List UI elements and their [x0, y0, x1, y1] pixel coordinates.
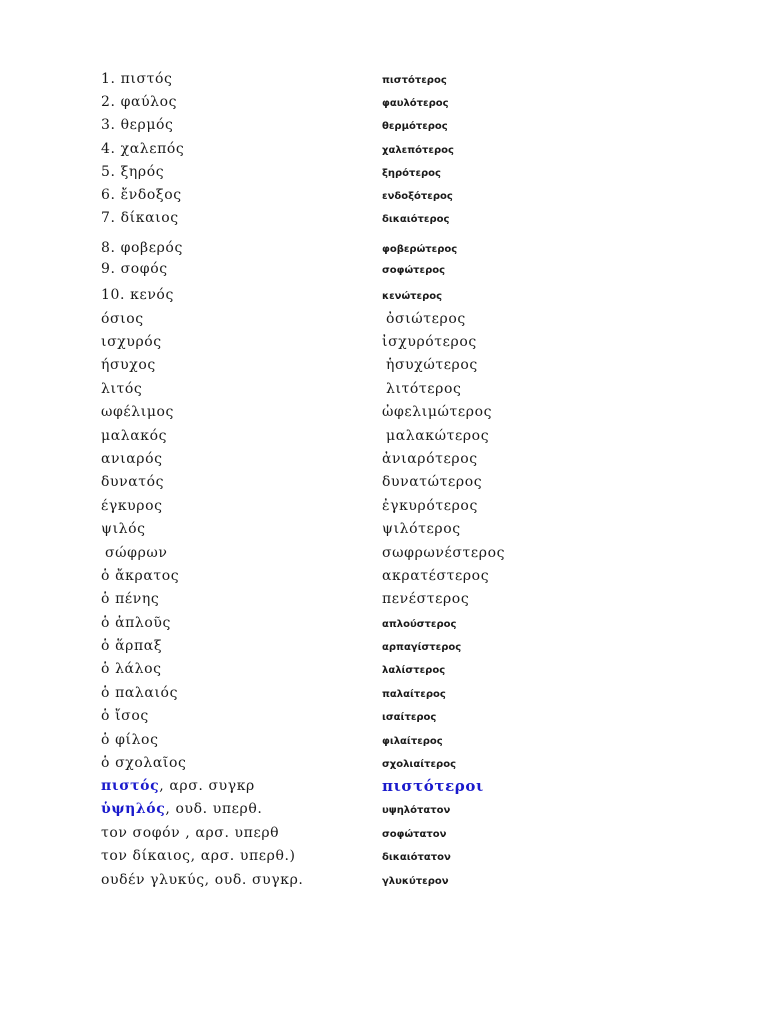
list-item: [0, 185, 768, 207]
comparative-form: ξηρότερος: [382, 168, 441, 179]
comparative-form: δικαιότερος: [382, 214, 450, 225]
list-item: [0, 309, 768, 331]
list-item: [0, 683, 768, 705]
positive-form: ωφέλιμος: [101, 404, 175, 420]
comparative-form: πιστότεροι: [382, 777, 484, 795]
positive-form: ὁ πένης: [101, 591, 160, 607]
positive-form: ήσυχος: [101, 357, 156, 373]
list-item: [0, 162, 768, 184]
example-phrase: τον σοφόν , αρσ. υπερθ: [101, 825, 280, 841]
list-item: [0, 379, 768, 401]
list-item: [0, 472, 768, 494]
list-item: [0, 238, 768, 260]
positive-form: ὁ ἄκρατος: [101, 568, 180, 584]
superlative-form: υψηλότατον: [382, 805, 451, 816]
positive-form: όσιος: [101, 311, 144, 327]
positive-form: 5. ξηρός: [101, 164, 165, 180]
positive-form: 4. χαλεπός: [101, 141, 185, 157]
list-item: [0, 753, 768, 775]
positive-form: ψιλός: [101, 521, 146, 537]
list-item: [0, 846, 768, 868]
comparative-form: πιστότερος: [382, 75, 447, 86]
comparative-form: σωφρωνέστερος: [382, 545, 506, 561]
example-phrase: [101, 776, 255, 796]
list-item: [0, 519, 768, 541]
positive-form: 9. σοφός: [101, 261, 168, 277]
comparative-form: κενώτερος: [382, 291, 443, 302]
comparative-form: θερμότερος: [382, 121, 448, 132]
comparative-form: ἀνιαρότερος: [382, 451, 478, 467]
example-phrase: τον δίκαιος, αρσ. υπερθ.): [101, 848, 296, 864]
list-item: [0, 706, 768, 728]
superlative-form: σοφώτατον: [382, 829, 447, 840]
comparative-form: πενέστερος: [382, 591, 470, 607]
list-item: [0, 659, 768, 681]
list-item: [0, 543, 768, 565]
positive-form: έγκυρος: [101, 498, 163, 514]
positive-form: 2. φαύλος: [101, 94, 178, 110]
list-item: [0, 69, 768, 91]
highlighted-word: ὑψηλός: [101, 801, 166, 817]
positive-form: μαλακός: [101, 428, 168, 444]
list-item: [0, 613, 768, 635]
list-item: [0, 426, 768, 448]
positive-form: ὁ φίλος: [101, 732, 159, 748]
comparative-form: σχολιαίτερος: [382, 759, 457, 770]
comparative-form: λιτότερος: [386, 381, 462, 397]
list-item: [0, 115, 768, 137]
comparative-form: ψιλότερος: [382, 521, 461, 537]
list-item: [0, 92, 768, 114]
comparative-form: δυνατώτερος: [382, 474, 483, 490]
positive-form: ὁ παλαιός: [101, 685, 179, 701]
grammar-note: , ουδ. υπερθ.: [165, 801, 263, 817]
positive-form: 3. θερμός: [101, 117, 174, 133]
comparative-form: ακρατέστερος: [382, 568, 490, 584]
positive-form: ὁ σχολαῖος: [101, 755, 187, 771]
comparative-form: σοφώτερος: [382, 265, 446, 276]
highlighted-word: πιστός: [101, 778, 160, 794]
positive-form: ὁ ἴσος: [101, 708, 149, 724]
comparative-form: χαλεπότερος: [382, 145, 454, 156]
example-phrase: [101, 799, 262, 819]
list-item: [0, 449, 768, 471]
comparative-form: μαλακώτερος: [386, 428, 490, 444]
comparative-form: φαυλότερος: [382, 98, 449, 109]
comparative-form: φοβερώτερος: [382, 244, 458, 255]
list-item: [0, 870, 768, 892]
positive-form: 7. δίκαιος: [101, 210, 179, 226]
comparative-form: λαλίστερος: [382, 665, 446, 676]
positive-form: δυνατός: [101, 474, 165, 490]
comparative-form: γλυκύτερον: [382, 876, 449, 887]
list-item: [0, 823, 768, 845]
positive-form: 10. κενός: [101, 287, 174, 303]
list-item: [0, 285, 768, 307]
positive-form: ὁ ἅρπαξ: [101, 638, 163, 654]
list-item: [0, 799, 768, 821]
example-phrase: ουδέν γλυκύς, ουδ. συγκρ.: [101, 872, 304, 888]
list-item: [0, 139, 768, 161]
comparative-form: φιλαίτερος: [382, 736, 443, 747]
list-item: [0, 402, 768, 424]
comparative-form: ενδοξότερος: [382, 191, 453, 202]
comparative-form: ὀσιώτερος: [386, 311, 466, 327]
list-item: [0, 332, 768, 354]
list-item: [0, 259, 768, 281]
positive-form: ανιαρός: [101, 451, 163, 467]
comparative-form: ισαίτερος: [382, 712, 437, 723]
positive-form: 8. φοβερός: [101, 240, 183, 256]
comparative-form: ὠφελιμώτερος: [382, 404, 493, 420]
comparative-form: ἐγκυρότερος: [382, 498, 478, 514]
comparative-form: ἰσχυρότερος: [382, 334, 477, 350]
list-item: [0, 355, 768, 377]
comparative-form: απλούστερος: [382, 619, 457, 630]
list-item: [0, 208, 768, 230]
list-item: [0, 776, 768, 798]
list-item: [0, 636, 768, 658]
comparative-form: αρπαγίστερος: [382, 642, 462, 653]
positive-form: ισχυρός: [101, 334, 162, 350]
positive-form: 1. πιστός: [101, 71, 173, 87]
list-item: [0, 496, 768, 518]
positive-form: 6. ἔνδοξος: [101, 187, 182, 203]
positive-form: λιτός: [101, 381, 143, 397]
list-item: [0, 566, 768, 588]
list-item: [0, 589, 768, 611]
positive-form: ὁ λάλος: [101, 661, 162, 677]
grammar-note: , αρσ. συγκρ: [159, 778, 255, 794]
positive-form: σώφρων: [105, 545, 168, 561]
comparative-form: ἡσυχώτερος: [386, 357, 478, 373]
comparative-form: παλαίτερος: [382, 689, 446, 700]
list-item: [0, 730, 768, 752]
superlative-form: δικαιότατον: [382, 852, 451, 863]
positive-form: ὁ ἁπλοῦς: [101, 615, 171, 631]
